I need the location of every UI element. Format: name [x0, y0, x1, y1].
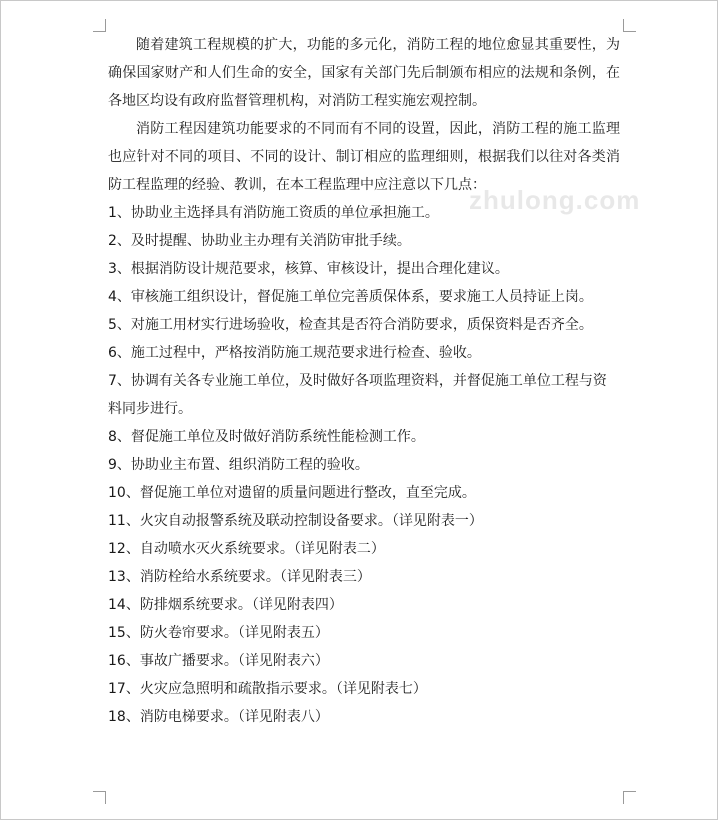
list-item-6: 6、施工过程中，严格按消防施工规范要求进行检查、验收。 [108, 345, 481, 361]
list-item-8: 8、督促施工单位及时做好消防系统性能检测工作。 [108, 429, 425, 445]
list-item-7: 7、协调有关各专业施工单位，及时做好各项监理资料，并督促施工单位工程与资料同步进行。 [108, 373, 607, 417]
scope-paragraph: 消防工程因建筑功能要求的不同而有不同的设置，因此，消防工程的施工监理也应针对不同的项目、不同的设计、制订相应的监理细则，根据我们以往对各类消防工程监理的经验、教训，在本工程监理中应注意以下几点： [108, 121, 620, 193]
margin-corner-mark-top-left [93, 19, 106, 32]
list-item-4: 4、审核施工组织设计，督促施工单位完善质保体系，要求施工人员持证上岗。 [108, 289, 593, 305]
list-item-12: 12、自动喷水灭火系统要求。（详见附表二） [108, 541, 385, 557]
document-body [108, 31, 620, 731]
list-item-11: 11、火灾自动报警系统及联动控制设备要求。（详见附表一） [108, 513, 483, 529]
margin-corner-mark-bottom-left [93, 791, 106, 804]
list-item-1: 1、协助业主选择具有消防施工资质的单位承担施工。 [108, 205, 439, 221]
watermark-logo: zhulong.com [469, 185, 641, 215]
list-item-14: 14、防排烟系统要求。（详见附表四） [108, 597, 343, 613]
margin-corner-mark-bottom-right [623, 791, 636, 804]
list-item-13: 13、消防栓给水系统要求。（详见附表三） [108, 569, 371, 585]
list-item-10: 10、督促施工单位对遗留的质量问题进行整改，直至完成。 [108, 485, 476, 501]
intro-paragraph: 随着建筑工程规模的扩大，功能的多元化，消防工程的地位愈显其重要性，为确保国家财产和人们生命的安全，国家有关部门先后制颁布相应的法规和条例，在各地区均设有政府监督管理机构，对消防工程实施宏观控制。 [108, 37, 620, 109]
list-item-3: 3、根据消防设计规范要求，核算、审核设计，提出合理化建议。 [108, 261, 509, 277]
list-item-9: 9、协助业主布置、组织消防工程的验收。 [108, 457, 369, 473]
list-item-17: 17、火灾应急照明和疏散指示要求。（详见附表七） [108, 681, 427, 697]
list-item-5: 5、对施工用材实行进场验收，检查其是否符合消防要求，质保资料是否齐全。 [108, 317, 593, 333]
list-item-16: 16、事故广播要求。（详见附表六） [108, 653, 329, 669]
margin-corner-mark-top-right [623, 19, 636, 32]
list-item-18: 18、消防电梯要求。（详见附表八） [108, 709, 329, 725]
list-item-15: 15、防火卷帘要求。（详见附表五） [108, 625, 329, 641]
list-item-2: 2、及时提醒、协助业主办理有关消防审批手续。 [108, 233, 411, 249]
